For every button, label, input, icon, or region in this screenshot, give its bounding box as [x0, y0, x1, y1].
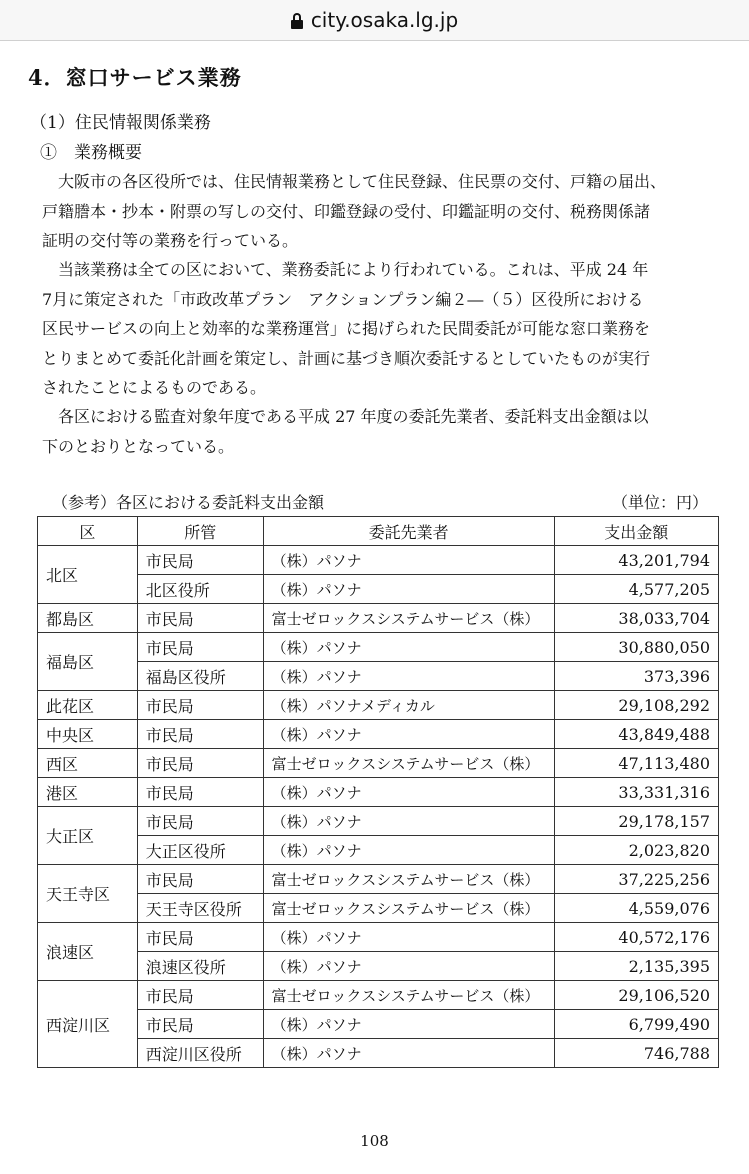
cell-ward: 都島区	[38, 604, 138, 633]
cell-vendor: （株）パソナ	[263, 575, 554, 604]
cell-ward: 此花区	[38, 691, 138, 720]
cell-ward: 北区	[38, 546, 138, 604]
header-amount: 支出金額	[554, 517, 718, 546]
cell-amount: 373,396	[554, 662, 718, 691]
cell-dept: 西淀川区役所	[137, 1039, 263, 1068]
cell-dept: 天王寺区役所	[137, 894, 263, 923]
paragraph-line: 7月に策定された「市政改革プラン アクションプラン編２―（５）区役所における	[42, 289, 644, 309]
cell-dept: 大正区役所	[137, 836, 263, 865]
cell-vendor: 富士ゼロックスシステムサービス（株）	[263, 604, 554, 633]
paragraph-line: されたことによるものである。	[42, 378, 267, 398]
cell-amount: 43,849,488	[554, 720, 718, 749]
cell-amount: 4,559,076	[554, 894, 718, 923]
cell-amount: 29,178,157	[554, 807, 718, 836]
cell-vendor: （株）パソナ	[263, 952, 554, 981]
cell-amount: 33,331,316	[554, 778, 718, 807]
cell-vendor: 富士ゼロックスシステムサービス（株）	[263, 981, 554, 1010]
cell-amount: 2,023,820	[554, 836, 718, 865]
cell-vendor: （株）パソナ	[263, 633, 554, 662]
address-bar[interactable]	[0, 0, 749, 41]
cell-dept: 市民局	[137, 778, 263, 807]
cell-dept: 浪速区役所	[137, 952, 263, 981]
table-row	[38, 749, 719, 778]
table-row	[38, 981, 719, 1010]
table-row	[38, 633, 719, 662]
cell-ward: 港区	[38, 778, 138, 807]
cell-ward: 天王寺区	[38, 865, 138, 923]
cell-ward: 大正区	[38, 807, 138, 865]
cell-amount: 30,880,050	[554, 633, 718, 662]
table-row	[38, 546, 719, 575]
table-row	[38, 575, 719, 604]
cell-dept: 北区役所	[137, 575, 263, 604]
table-row	[38, 778, 719, 807]
fees-table	[37, 516, 719, 1068]
table-row	[38, 894, 719, 923]
cell-vendor: （株）パソナ	[263, 1010, 554, 1039]
cell-amount: 29,108,292	[554, 691, 718, 720]
table-row	[38, 1010, 719, 1039]
cell-amount: 43,201,794	[554, 546, 718, 575]
cell-amount: 47,113,480	[554, 749, 718, 778]
table-row	[38, 1039, 719, 1068]
cell-dept: 市民局	[137, 981, 263, 1010]
lock-icon	[291, 13, 303, 29]
cell-ward: 西淀川区	[38, 981, 138, 1068]
cell-vendor: （株）パソナ	[263, 836, 554, 865]
table-header-row	[38, 517, 719, 546]
paragraph-line: 大阪市の各区役所では、住民情報業務として住民登録、住民票の交付、戸籍の届出、	[42, 172, 667, 191]
cell-amount: 2,135,395	[554, 952, 718, 981]
cell-dept: 市民局	[137, 720, 263, 749]
cell-vendor: 富士ゼロックスシステムサービス（株）	[263, 894, 554, 923]
cell-vendor: （株）パソナ	[263, 1039, 554, 1068]
cell-dept: 市民局	[137, 807, 263, 836]
paragraph-line: 証明の交付等の業務を行っている。	[42, 231, 299, 251]
cell-ward: 福島区	[38, 633, 138, 691]
table-row	[38, 720, 719, 749]
cell-amount: 40,572,176	[554, 923, 718, 952]
cell-amount: 746,788	[554, 1039, 718, 1068]
header-dept: 所管	[137, 517, 263, 546]
paragraph-line: とりまとめて委託化計画を策定し、計画に基づき順次委託するとしていたものが実行	[42, 348, 651, 368]
cell-ward: 西区	[38, 749, 138, 778]
table-caption: （参考）各区における委託料支出金額	[52, 493, 325, 512]
cell-dept: 市民局	[137, 604, 263, 633]
cell-vendor: （株）パソナ	[263, 778, 554, 807]
table-body	[38, 546, 719, 1068]
cell-amount: 29,106,520	[554, 981, 718, 1010]
section-title: 4．窓口サービス業務	[28, 65, 242, 90]
table-row	[38, 662, 719, 691]
paragraph-outsourcing	[42, 255, 714, 403]
table-row	[38, 807, 719, 836]
paragraph-line: 区民サービスの向上と効率的な業務運営」に掲げられた民間委託が可能な窓口業務を	[42, 319, 651, 339]
cell-vendor: （株）パソナ	[263, 807, 554, 836]
cell-vendor: 富士ゼロックスシステムサービス（株）	[263, 865, 554, 894]
cell-dept: 市民局	[137, 923, 263, 952]
cell-dept: 市民局	[137, 749, 263, 778]
cell-vendor: （株）パソナ	[263, 720, 554, 749]
cell-dept: 市民局	[137, 691, 263, 720]
cell-amount: 6,799,490	[554, 1010, 718, 1039]
url-text: city.osaka.lg.jp	[310, 8, 459, 32]
cell-dept: 福島区役所	[137, 662, 263, 691]
table-row	[38, 604, 719, 633]
cell-amount: 37,225,256	[554, 865, 718, 894]
cell-vendor: （株）パソナメディカル	[263, 691, 554, 720]
paragraph-line: 戸籍謄本・抄本・附票の写しの交付、印鑑登録の受付、印鑑証明の交付、税務関係諸	[42, 201, 651, 221]
paragraph-line: 各区における監査対象年度である平成 27 年度の委託先業者、委託料支出金額は以	[42, 407, 649, 426]
cell-vendor: 富士ゼロックスシステムサービス（株）	[263, 749, 554, 778]
paragraph-overview	[42, 167, 714, 256]
cell-dept: 市民局	[137, 546, 263, 575]
table-row	[38, 923, 719, 952]
cell-amount: 4,577,205	[554, 575, 718, 604]
page-number: 108	[360, 1132, 389, 1150]
paragraph-line: 当該業務は全ての区において、業務委託により行われている。これは、平成 24 年	[42, 260, 649, 279]
cell-amount: 38,033,704	[554, 604, 718, 633]
cell-ward: 中央区	[38, 720, 138, 749]
header-vendor: 委託先業者	[263, 517, 554, 546]
cell-dept: 市民局	[137, 633, 263, 662]
table-unit: （単位：円）	[612, 493, 709, 512]
cell-dept: 市民局	[137, 1010, 263, 1039]
cell-ward: 浪速区	[38, 923, 138, 981]
cell-vendor: （株）パソナ	[263, 546, 554, 575]
table-row	[38, 865, 719, 894]
table-row	[38, 952, 719, 981]
cell-vendor: （株）パソナ	[263, 923, 554, 952]
table-row	[38, 836, 719, 865]
subsubsection-title: ① 業務概要	[40, 143, 142, 163]
paragraph-line: 下のとおりとなっている。	[42, 436, 235, 456]
paragraph-audit	[42, 402, 714, 461]
subsection-title: （1）住民情報関係業務	[30, 113, 211, 133]
cell-dept: 市民局	[137, 865, 263, 894]
header-ward: 区	[38, 517, 138, 546]
table-row	[38, 691, 719, 720]
cell-vendor: （株）パソナ	[263, 662, 554, 691]
